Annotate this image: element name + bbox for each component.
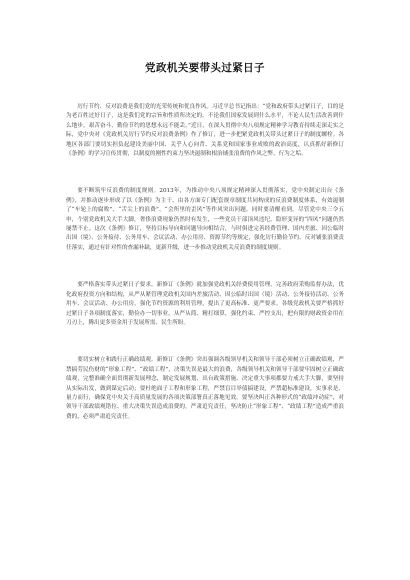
paragraph-1: 厉行节约、反对浪费是我们党的光荣传统和优良作风。习近平总书记指出：“党和政府带头过紧日子，目的是为老百姓过好日子，这是我们党的宗旨和性质所决定的。不论我们国家发展到什么水平，不论人民生活改善到什么地步，艰苦奋斗、勤俭节约的思想永远不能丢。”近日，在深入贯彻中央八项规定精神学习教育持续走深走实之际，党中央对《党政机关厉行节约反对浪费条例》作了修订，进一步把紧党政机关带头过紧日子的制度螺栓。各地区各部门要切实担负起建设美丽中国、关乎人心向背、关系党和国家事业成败的政治高度，认真抓好新修订《条例》的学习宣传贯彻，以制度的刚性约束力坚决遏制和根治铺张浪费的作风之弊、行为之垢。 bbox=[66, 104, 344, 158]
paragraph-4: 要切实树立和践行正确政绩观。新修订《条例》突出强调各级领导机关和领导干部必须树立正确政绩观，严禁搞劳民伤财的“形象工程”、“政绩工程”，决策失误是最大的浪费，各级领导机关和领导干部要牢固树立正确政绩观，完整准确全面贯彻新发展理念，制定发展规划、出台政策措施、决定重大事项都要力戒大手大脚，要坚持从实际出发，做到谋定后动；要杜绝面子工程和形象工程，严禁盲目举债搞建设，严禁超标准建设，实事求是、量力而行，确保党中央关于高质量发展的各项决策部署真正落地见效。要坚决纠正各种形式的“政绩冲动症”，对领导干部政绩观错位、重大决策失误造成浪费的，严肃追究责任，坚决防止“形象工程”、“政绩工程”造成严重浪费的，必须严肃追究责任。 bbox=[66, 357, 344, 420]
paragraph-2: 要不断筑牢反浪费的制度规则。2013年，为推动中央八项规定精神深入贯彻落实，党中央制定出台《条例》，并推动逐步形成了以《条例》为主干、由各方面专门配套规章制度共同构成的反浪费制度体系，有效遏制了“车轮上的腐败”、“舌尖上的浪费”、“会所里的歪风”等作风突出问题。同时要清醒看到，尽管党中央三令五申，个别党政机关大手大脚，奢侈浪费现象仍然时有发生，一些党员干部顶风违纪、隐形变异的“四风”问题仍然屡禁不止。这次《条例》修订，坚持目标导向和问题导向相结合，与时俱进完善经费管理、国内差旅、因公临时出国（境）、公务接待、公务用车、会议活动、办公用房、资源节约等规定，强化厉行勤俭节约、反对铺张浪费责任落实，通过有针对性的查漏补缺，更新升级，进一步推动党政机关反浪费的制度规则。 bbox=[66, 188, 344, 251]
document-title: 党政机关要带头过紧日子 bbox=[145, 62, 265, 74]
paragraph-3: 要严格落实带头过紧日子要求。新修订《条例》就加强党政机关经费使用管理，完善政府采购监督办法，优化政府投资方向和结构，从严从紧管理党政机关国内差旅活动、因公临时出国（境）活动、公务接待活动、公务用车、会议活动、办公用房，强化节约资源的利用管理，提出了更高标准、更严要求。各级党政机关要严格抓好过紧日子各项制度落实，勤俭办一切事业，从严从简、精打细算，强化约束、严控支出，把有限的财政资金用在刀刃上，腾出更多资金用于发展所需、民生所盼。 bbox=[66, 282, 344, 326]
